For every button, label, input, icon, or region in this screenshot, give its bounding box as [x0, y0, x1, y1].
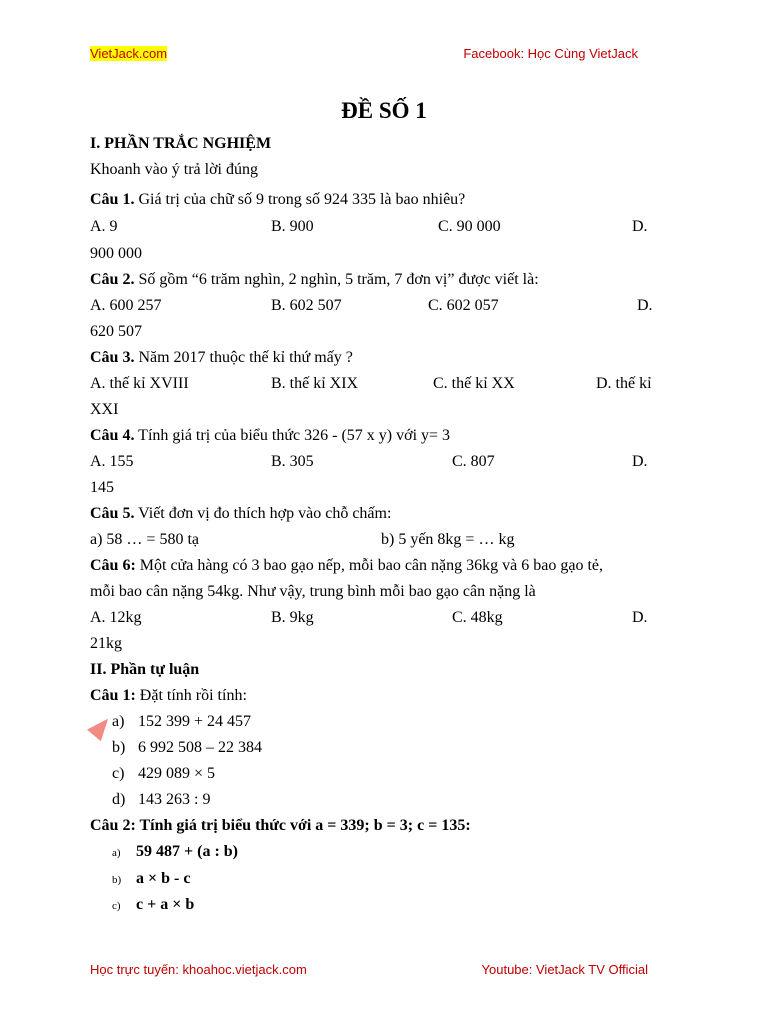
q2-option-a: A. 600 257 [90, 297, 162, 314]
q6-option-b: B. 9kg [271, 609, 314, 626]
q3-option-d-value: XXI [90, 401, 119, 418]
item-text: 6 992 508 – 22 384 [138, 739, 262, 756]
q6-option-d: D. [632, 609, 648, 626]
question-6-text: Một cửa hàng có 3 bao gạo nếp, mỗi bao cân nặng 36kg và 6 bao gạo tẻ, [135, 557, 603, 574]
q6-option-a: A. 12kg [90, 609, 142, 626]
item-text: 429 089 × 5 [138, 765, 216, 782]
pen-marker-icon [87, 713, 115, 741]
q3-option-c: C. thế kỉ XX [433, 375, 515, 392]
question-2 [90, 270, 660, 290]
essay-question-1-label: Câu 1: [90, 687, 136, 704]
essay-1-item-b [112, 738, 262, 758]
part1-instruction: Khoanh vào ý trả lời đúng [90, 161, 258, 178]
page-title: ĐỀ SỐ 1 [341, 98, 427, 123]
q1-option-b: B. 900 [271, 218, 314, 235]
item-text: 59 487 + (a : b) [136, 843, 238, 860]
question-5-text: Viết đơn vị đo thích hợp vào chỗ chấm: [134, 505, 392, 522]
question-5 [90, 504, 660, 524]
q3-option-b: B. thế kỉ XIX [271, 375, 359, 392]
question-4-label: Câu 4. [90, 427, 135, 444]
q4-option-d: D. [632, 453, 648, 470]
question-6 [90, 556, 660, 576]
item-text: c + a × b [136, 896, 195, 913]
q1-option-a: A. 9 [90, 218, 118, 235]
q3-option-a: A. thế kỉ XVIII [90, 375, 189, 392]
item-label: c) [112, 900, 121, 912]
essay-1-item-c [112, 764, 215, 784]
essay-2-item-b [112, 869, 190, 890]
q6-option-c: C. 48kg [452, 609, 503, 626]
q1-option-c: C. 90 000 [438, 218, 501, 235]
question-2-label: Câu 2. [90, 271, 135, 288]
q2-option-d: D. [637, 297, 653, 314]
q6-option-d-value: 21kg [90, 635, 122, 652]
essay-question-2: Câu 2: Tính giá trị biểu thức với a = 339; b = 3; c = 135: [90, 817, 471, 834]
item-label: c) [112, 765, 125, 782]
essay-2-item-a [112, 842, 238, 863]
essay-1-item-a [112, 712, 251, 732]
q5-part-a: a) 58 … = 580 tạ [90, 531, 199, 548]
q3-option-d: D. thế kỉ [596, 375, 652, 392]
question-1-text: Giá trị của chữ số 9 trong số 924 335 là bao nhiêu? [134, 191, 466, 208]
question-3-text: Năm 2017 thuộc thế kỉ thứ mấy ? [134, 349, 353, 366]
essay-2-item-c [112, 895, 194, 916]
item-label: a) [112, 847, 121, 859]
q4-option-b: B. 305 [271, 453, 314, 470]
q1-option-d-value: 900 000 [90, 245, 142, 262]
item-text: 152 399 + 24 457 [138, 713, 252, 730]
item-text: a × b - c [136, 870, 191, 887]
question-2-text: Số gồm “6 trăm nghìn, 2 nghìn, 5 trăm, 7 đơn vị” được viết là: [134, 271, 539, 288]
part1-heading: I. PHẦN TRẮC NGHIỆM [90, 135, 272, 152]
question-3 [90, 348, 660, 368]
footer-youtube-link[interactable]: Youtube: VietJack TV Official [481, 962, 648, 977]
essay-1-item-d [112, 790, 210, 810]
question-4 [90, 426, 660, 446]
item-label: b) [112, 874, 122, 886]
item-label: d) [112, 791, 126, 808]
part2-heading: II. Phần tự luận [90, 661, 200, 678]
question-4-text: Tính giá trị của biểu thức 326 - (57 x y) với y= 3 [134, 427, 451, 444]
item-label: b) [112, 739, 126, 756]
footer-courses-link[interactable]: Học trực tuyến: khoahoc.vietjack.com [90, 962, 307, 977]
essay-question-1 [90, 686, 660, 706]
q2-option-b: B. 602 507 [271, 297, 342, 314]
question-5-label: Câu 5. [90, 505, 135, 522]
item-label: a) [112, 713, 125, 730]
q4-option-a: A. 155 [90, 453, 134, 470]
q1-option-d: D. [632, 218, 648, 235]
q5-part-b: b) 5 yến 8kg = … kg [381, 531, 515, 548]
question-6-label: Câu 6: [90, 557, 136, 574]
question-6-text-continued: mỗi bao cân nặng 54kg. Như vậy, trung bình mỗi bao gạo cân nặng là [90, 583, 536, 600]
header-site-link[interactable]: VietJack.com [90, 46, 168, 61]
q2-option-c: C. 602 057 [428, 297, 499, 314]
essay-question-1-text: Đặt tính rồi tính: [135, 687, 247, 704]
question-1 [90, 190, 660, 210]
question-1-label: Câu 1. [90, 191, 135, 208]
question-3-label: Câu 3. [90, 349, 135, 366]
q4-option-d-value: 145 [90, 479, 114, 496]
q4-option-c: C. 807 [452, 453, 495, 470]
q2-option-d-value: 620 507 [90, 323, 142, 340]
item-text: 143 263 : 9 [138, 791, 211, 808]
header-facebook-link[interactable]: Facebook: Học Cùng VietJack [463, 46, 638, 61]
